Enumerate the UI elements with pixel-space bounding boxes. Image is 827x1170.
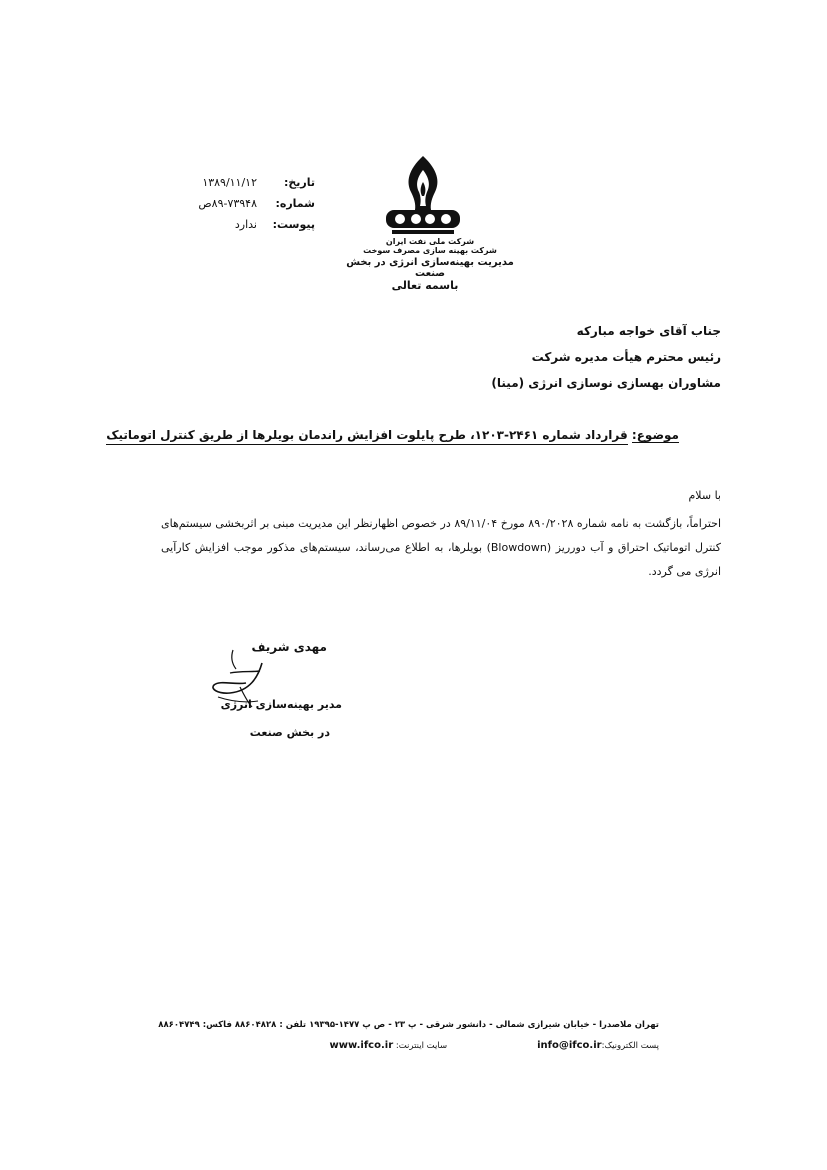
attachment-row bbox=[175, 214, 315, 235]
signatory-title-line-1: مدیر بهینه‌سازی انرژی bbox=[220, 698, 342, 711]
date-row bbox=[175, 172, 315, 193]
company-logo-icon bbox=[378, 152, 468, 242]
attachment-label: پیوست: bbox=[272, 218, 315, 231]
body-paragraph bbox=[161, 512, 721, 584]
recipient-block bbox=[421, 318, 721, 396]
number-value: ۸۹-۷۳۹۴۸ص bbox=[198, 197, 257, 210]
recipient-line-2: رئیس محترم هیأت مدیره شرکت bbox=[531, 350, 721, 364]
subject-line bbox=[106, 428, 679, 442]
signatory-name: مهدی شریف bbox=[251, 640, 327, 654]
number-row bbox=[175, 193, 315, 214]
footer-address: تهران ملاصدرا - خیابان شیرازی شمالی - دانشور شرقی - پ ۲۳ - ص پ ۱۴۷۷-۱۹۳۹۵ تلفن : ۸۸۶۰۴۸۲۸ فاکس: ۸۸۶۰۴۷۴۹ bbox=[158, 1020, 659, 1030]
footer-contacts bbox=[189, 1040, 659, 1051]
attachment-value: ندارد bbox=[234, 218, 257, 231]
bismillah: باسمه تعالی bbox=[391, 279, 459, 292]
subject-label: موضوع: bbox=[631, 428, 679, 442]
email-link[interactable]: info@ifco.ir bbox=[537, 1040, 602, 1051]
signatory-title-line-2: در بخش صنعت bbox=[249, 726, 330, 739]
date-label: تاریخ: bbox=[283, 176, 315, 189]
body-text-part-2: ) بویلرها، به اطلاع می‌رساند، سیستم‌های مذکور موجب افزایش کارآیی انرژی می گردد. bbox=[161, 541, 721, 578]
subject-text: قرارداد شماره ۲۴۶۱-۱۲۰۳، طرح پایلوت افزایش راندمان بویلرها از طریق کنترل اتوماتیک bbox=[106, 428, 628, 445]
org-line-3: مدیریت بهینه‌سازی انرژی در بخش صنعت bbox=[346, 257, 514, 279]
body-text-latin: Blowdown bbox=[490, 541, 547, 554]
email-label: پست الکترونیک: bbox=[601, 1041, 659, 1051]
letter-meta bbox=[175, 172, 315, 235]
org-line-1: شرکت ملی نفت ایران bbox=[385, 237, 475, 246]
number-label: شماره: bbox=[275, 197, 315, 210]
body-text-part-1: احتراماً، بازگشت به نامه شماره ۸۹۰/۲۰۲۸ مورخ ۸۹/۱۱/۰۴ در خصوص اظهارنظر این مدیریت مبنی بر اثربخشی سیستم‌های کنترل اتوماتیک احتراق و آب دورریز ( bbox=[161, 517, 721, 554]
date-value: ۱۳۸۹/۱۱/۱۲ bbox=[202, 176, 257, 189]
recipient-line-1: جناب آقای خواجه مبارکه bbox=[576, 324, 721, 338]
org-line-2: شرکت بهینه سازی مصرف سوخت bbox=[363, 246, 497, 255]
website-link[interactable]: www.ifco.ir bbox=[329, 1040, 394, 1051]
greeting: با سلام bbox=[688, 489, 721, 502]
site-label: سایت اینترنت: bbox=[395, 1041, 448, 1051]
recipient-line-3: مشاوران بهسازی نوسازی انرژی (مینا) bbox=[491, 376, 721, 390]
